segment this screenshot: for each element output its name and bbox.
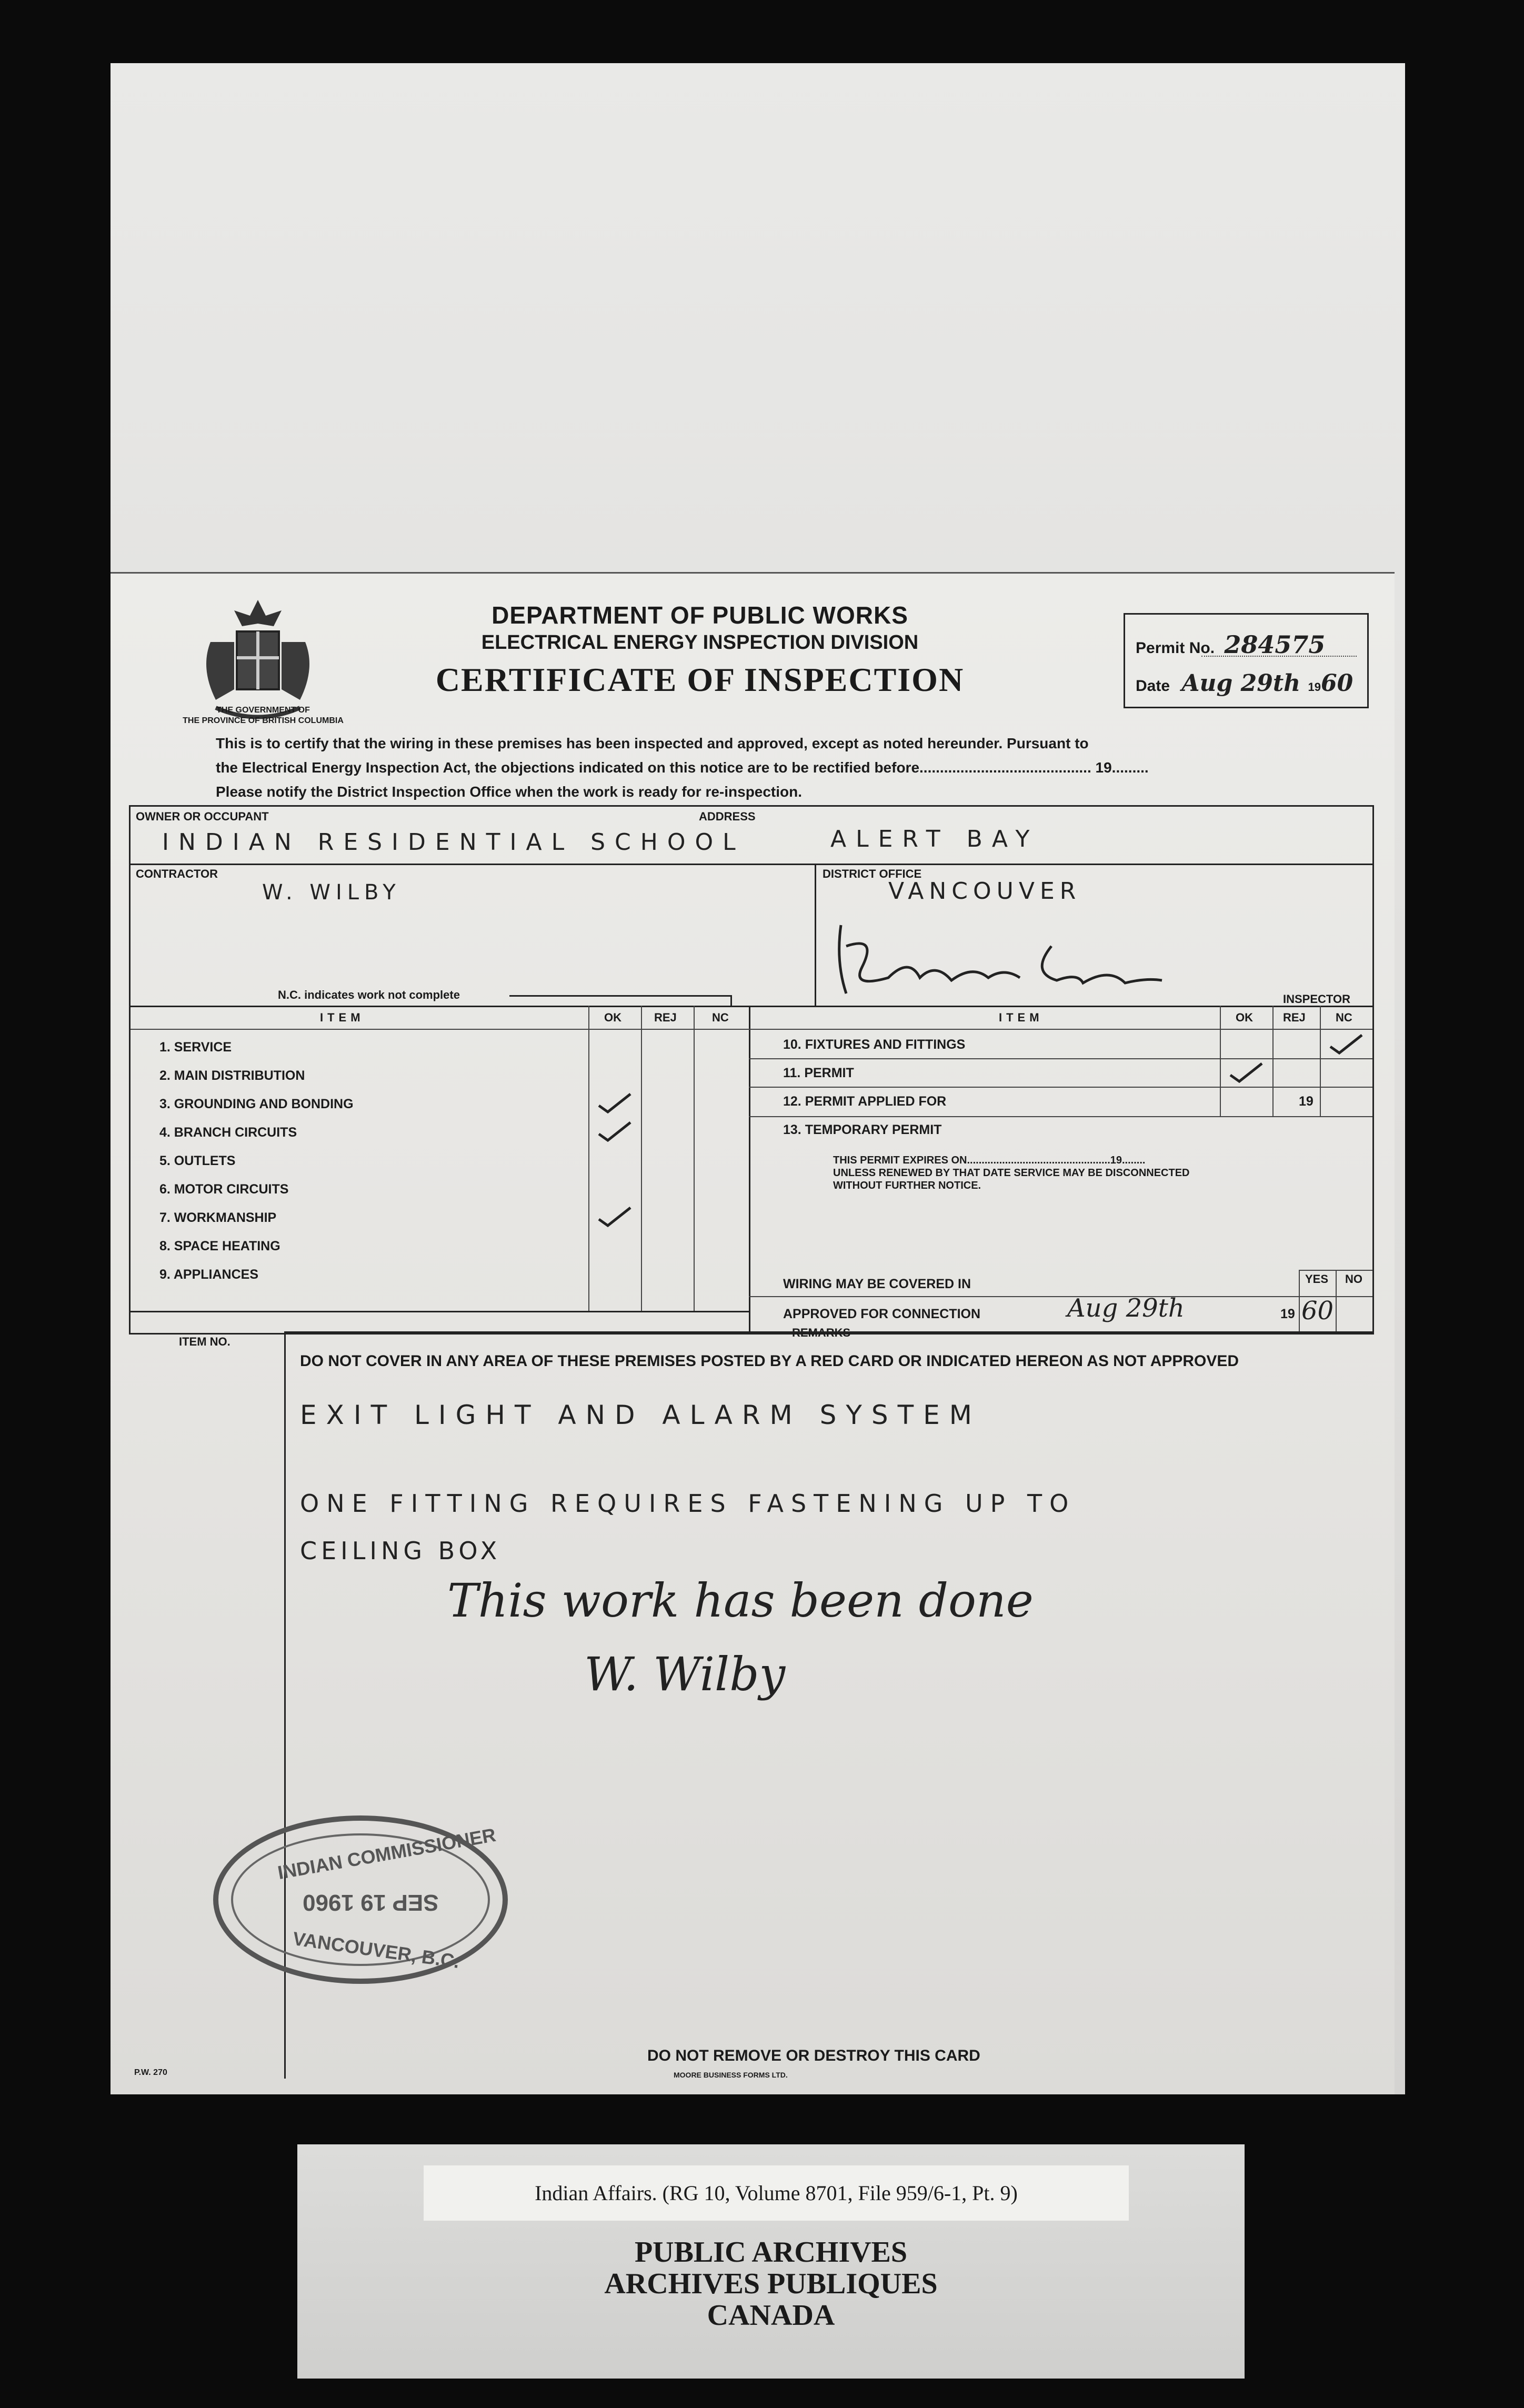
certification-statement: This is to certify that the wiring in these premises has been inspected and approved, except as noted hereunder. Pursuant to the Electrical Energy Inspection Act, the objections indicated on this notice are to be rectified before.......................................... 19......... Please notify the District Inspection Office when the work is ready for re-inspection. bbox=[216, 735, 1149, 800]
printer-credit: MOORE BUSINESS FORMS LTD. bbox=[674, 2071, 788, 2079]
remark-line-3: CEILING BOX bbox=[300, 1537, 502, 1565]
item-12-label: 12. PERMIT APPLIED FOR bbox=[783, 1094, 947, 1109]
item-column-header-right: ITEM bbox=[999, 1011, 1044, 1024]
do-not-remove-notice: DO NOT REMOVE OR DESTROY THIS CARD bbox=[647, 2047, 980, 2064]
stamp-bottom-text: VANCOUVER, B.C. bbox=[291, 1927, 461, 1973]
remarks-label: REMARKS bbox=[792, 1326, 851, 1339]
address-value: ALERT BAY bbox=[830, 826, 1039, 852]
item-6-label: 6. MOTOR CIRCUITS bbox=[159, 1182, 289, 1197]
owner-value: INDIAN RESIDENTIAL SCHOOL bbox=[162, 829, 745, 856]
form-number: P.W. 270 bbox=[134, 2068, 167, 2077]
item-9-label: 9. APPLIANCES bbox=[159, 1267, 259, 1282]
remark-line-2: ONE FITTING REQUIRES FASTENING UP TO bbox=[300, 1489, 1076, 1518]
permit-box bbox=[1124, 613, 1369, 708]
permit-expiry-notice: THIS PERMIT EXPIRES ON.................................................19........ UNLESS RENEWED BY THAT DATE SERVICE MAY BE DISCONNECTED WITHOUT FURTHER NOTICE. bbox=[833, 1155, 1190, 1191]
division-heading: ELECTRICAL ENERGY INSPECTION DIVISION bbox=[481, 631, 919, 654]
wiring-covered-label: WIRING MAY BE COVERED IN bbox=[783, 1277, 971, 1291]
item-10-nc-checkmark bbox=[1328, 1032, 1365, 1056]
item-2-label: 2. MAIN DISTRIBUTION bbox=[159, 1068, 305, 1083]
stamp-date-text: SEP 19 1960 bbox=[303, 1890, 439, 1915]
approved-year-value: 60 bbox=[1301, 1296, 1334, 1326]
nc-column-header: NC bbox=[712, 1011, 729, 1024]
item-8-label: 8. SPACE HEATING bbox=[159, 1239, 280, 1253]
item-12-year: 19 bbox=[1299, 1094, 1314, 1109]
owner-label: OWNER OR OCCUPANT bbox=[136, 810, 269, 823]
yes-column-header: YES bbox=[1305, 1272, 1329, 1286]
contractor-value: W. WILBY bbox=[262, 880, 401, 905]
archive-label-plate bbox=[297, 2144, 1245, 2379]
address-label: ADDRESS bbox=[699, 810, 756, 823]
ok-column-header-right: OK bbox=[1236, 1011, 1253, 1024]
date-year-prefix: 19 bbox=[1308, 680, 1321, 694]
permit-number-value: 284575 bbox=[1224, 630, 1326, 659]
archive-line-1: PUBLIC ARCHIVES bbox=[634, 2236, 908, 2269]
date-year-value: 60 bbox=[1320, 670, 1353, 697]
permit-number-label: Permit No. bbox=[1136, 639, 1215, 657]
crest-caption: THE GOVERNMENT OF THE PROVINCE OF BRITISH COLUMBIA bbox=[183, 706, 344, 725]
remark-signature: W. Wilby bbox=[584, 1647, 786, 1701]
item-5-label: 5. OUTLETS bbox=[159, 1153, 236, 1168]
item-7-ok-checkmark bbox=[596, 1205, 633, 1228]
item-no-label: ITEM NO. bbox=[179, 1335, 230, 1348]
approved-year-prefix: 19 bbox=[1280, 1307, 1295, 1321]
department-heading: DEPARTMENT OF PUBLIC WORKS bbox=[492, 601, 908, 629]
item-4-ok-checkmark bbox=[596, 1119, 633, 1143]
item-1-label: 1. SERVICE bbox=[159, 1040, 232, 1055]
ok-column-header: OK bbox=[604, 1011, 621, 1024]
item-11-ok-checkmark bbox=[1228, 1060, 1265, 1084]
contractor-label: CONTRACTOR bbox=[136, 867, 218, 880]
nc-note: N.C. indicates work not complete bbox=[278, 988, 460, 1001]
item-3-label: 3. GROUNDING AND BONDING bbox=[159, 1097, 354, 1111]
district-office-value: VANCOUVER bbox=[888, 878, 1081, 905]
remark-line-1: EXIT LIGHT AND ALARM SYSTEM bbox=[300, 1400, 981, 1430]
date-value: Aug 29th bbox=[1181, 670, 1301, 697]
remark-line-4: This work has been done bbox=[447, 1573, 1034, 1628]
item-10-label: 10. FIXTURES AND FITTINGS bbox=[783, 1037, 966, 1052]
archive-line-3: CANADA bbox=[707, 2299, 835, 2332]
item-4-label: 4. BRANCH CIRCUITS bbox=[159, 1125, 297, 1140]
item-11-label: 11. PERMIT bbox=[783, 1066, 854, 1080]
certificate-title: CERTIFICATE OF INSPECTION bbox=[435, 661, 965, 698]
item-column-header: ITEM bbox=[320, 1011, 365, 1024]
nc-column-header-right: NC bbox=[1336, 1011, 1352, 1024]
date-label: Date bbox=[1136, 677, 1170, 695]
archive-reference: Indian Affairs. (RG 10, Volume 8701, File 959/6-1, Pt. 9) bbox=[424, 2165, 1129, 2221]
red-card-notice: DO NOT COVER IN ANY AREA OF THESE PREMISES POSTED BY A RED CARD OR INDICATED HEREON AS NOT APPROVED bbox=[300, 1352, 1239, 1370]
certificate-card bbox=[111, 574, 1395, 2094]
district-office-label: DISTRICT OFFICE bbox=[823, 867, 922, 880]
approved-connection-date: Aug 29th bbox=[1067, 1293, 1185, 1323]
item-3-ok-checkmark bbox=[596, 1091, 633, 1115]
rej-column-header: REJ bbox=[654, 1011, 677, 1024]
rej-column-header-right: REJ bbox=[1283, 1011, 1306, 1024]
item-13-label: 13. TEMPORARY PERMIT bbox=[783, 1122, 942, 1137]
approved-connection-label: APPROVED FOR CONNECTION bbox=[783, 1307, 981, 1321]
archive-line-2: ARCHIVES PUBLIQUES bbox=[604, 2267, 938, 2300]
item-7-label: 7. WORKMANSHIP bbox=[159, 1210, 277, 1225]
inspection-form-grid bbox=[129, 805, 1374, 1335]
indian-commissioner-stamp bbox=[213, 1815, 508, 1984]
stamp-top-text: INDIAN COMMISSIONER bbox=[276, 1823, 498, 1884]
no-column-header: NO bbox=[1345, 1272, 1362, 1286]
inspector-signature bbox=[830, 915, 1167, 1004]
inspector-label: INSPECTOR bbox=[1283, 992, 1350, 1006]
